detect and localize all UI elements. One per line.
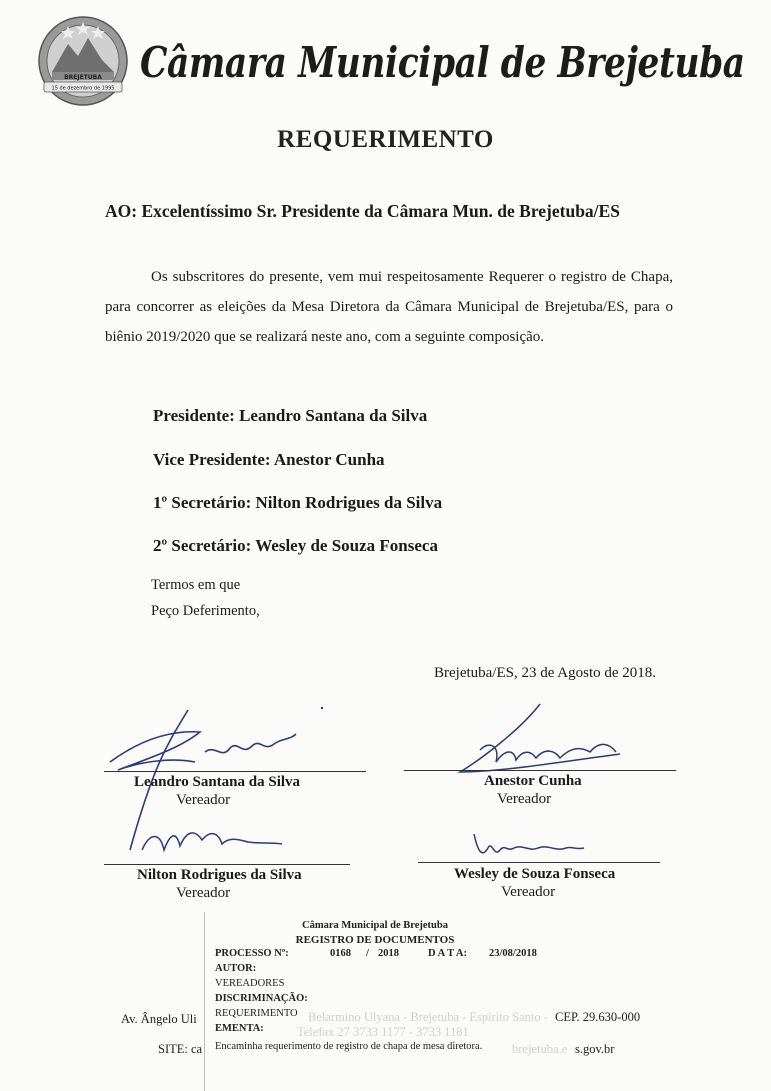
member-first-secretary: 1º Secretário: Nilton Rodrigues da Silva bbox=[153, 493, 443, 512]
member-president: Presidente: Leandro Santana da Silva bbox=[153, 406, 428, 425]
stamp-discriminacao-value: REQUERIMENTO bbox=[215, 1008, 298, 1019]
document-title: REQUERIMENTO bbox=[277, 126, 494, 153]
signature-scribble-nilton bbox=[130, 820, 300, 870]
signer-role-nilton: Vereador bbox=[176, 885, 231, 899]
signer-name-leandro: Leandro Santana da Silva bbox=[134, 774, 301, 790]
signature-line-nilton bbox=[104, 864, 350, 865]
signer-role-leandro: Vereador bbox=[176, 792, 231, 808]
member-second-secretary: 2º Secretário: Wesley de Souza Fonseca bbox=[153, 536, 438, 555]
signer-name-anestor: Anestor Cunha bbox=[484, 773, 582, 789]
body-paragraph: Os subscritores do presente, vem mui respeitosamente Requerer o registro de Chapa, para concorrer as eleições da Mesa Diretora da Câmara Municipal de Brejetuba/ES, para o biênio 2019/2020 que se realizará neste ano, com a seguinte composição. bbox=[105, 269, 673, 345]
member-vice-president: Vice Presidente: Anestor Cunha bbox=[153, 450, 385, 469]
institution-name: Câmara Municipal de Brejetuba bbox=[140, 38, 745, 87]
footer-address-faded: Belarmino Ulyana - Brejetuba - Espírito Santo - bbox=[308, 1010, 548, 1024]
signature-scribble-wesley bbox=[460, 818, 600, 868]
footer-site-left: SITE: ca bbox=[158, 1042, 203, 1056]
signer-role-anestor: Vereador bbox=[497, 791, 552, 807]
stamp-autor-value: VEREADORES bbox=[215, 978, 285, 989]
addressee-line: AO: Excelentíssimo Sr. Presidente da Câmara Mun. de Brejetuba/ES bbox=[105, 201, 620, 221]
footer-address-left: Av. Ângelo Uli bbox=[121, 1012, 197, 1026]
footer-site-faded: brejetuba.e bbox=[512, 1042, 568, 1056]
signer-name-nilton: Nilton Rodrigues da Silva bbox=[137, 867, 302, 883]
stamp-title: REGISTRO DE DOCUMENTOS bbox=[295, 934, 455, 946]
stamp-institution: Câmara Municipal de Brejetuba bbox=[302, 920, 448, 931]
place-date: Brejetuba/ES, 23 de Agosto de 2018. bbox=[434, 665, 657, 681]
footer-phone-faded: Telefax 27 3733 1177 - 3733 1181 bbox=[297, 1025, 469, 1039]
stamp-processo-label: PROCESSO Nº: bbox=[215, 948, 289, 959]
seal-top-text: BREJETUBA bbox=[64, 74, 102, 81]
municipal-seal-logo bbox=[30, 16, 136, 106]
stamp-data-label: D A T A: bbox=[428, 948, 468, 959]
signer-role-wesley: Vereador bbox=[501, 884, 556, 900]
stamp-processo-number: 0168 bbox=[330, 948, 351, 959]
footer-address-right: CEP. 29.630-000 bbox=[555, 1010, 641, 1024]
stamp-ementa-value: Encaminha requerimento de registro de chapa de mesa diretora. bbox=[215, 1041, 483, 1052]
stamp-processo-year: 2018 bbox=[378, 948, 399, 959]
footer-site-right: s.gov.br bbox=[575, 1042, 615, 1056]
stamp-ementa-label: EMENTA: bbox=[215, 1023, 264, 1034]
stamp-processo-sep: / bbox=[366, 948, 369, 959]
closing-line-1: Termos em que bbox=[151, 577, 241, 593]
seal-ribbon-text: 15 de dezembro de 1995 bbox=[51, 85, 115, 92]
stamp-data-value: 23/08/2018 bbox=[489, 948, 537, 959]
signer-name-wesley: Wesley de Souza Fonseca bbox=[454, 866, 616, 882]
signature-line-anestor bbox=[404, 770, 676, 771]
stamp-discriminacao-label: DISCRIMINAÇÃO: bbox=[215, 993, 308, 1004]
stamp-autor-label: AUTOR: bbox=[215, 963, 257, 974]
signature-line-wesley bbox=[418, 862, 660, 863]
closing-line-2: Peço Deferimento, bbox=[151, 603, 260, 619]
signature-line-leandro bbox=[104, 771, 366, 772]
